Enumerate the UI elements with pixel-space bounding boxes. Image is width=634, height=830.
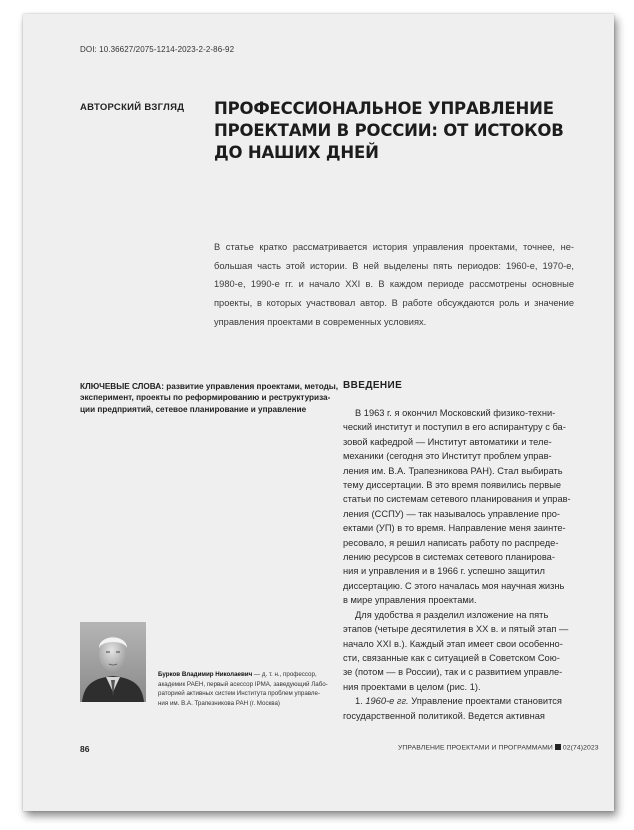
journal-name: УПРАВЛЕНИЕ ПРОЕКТАМИ И ПРОГРАММАМИ [398, 744, 553, 752]
title-line: ПРОЕКТАМИ В РОССИИ: ОТ ИСТОКОВ [214, 121, 564, 140]
body-text [343, 406, 583, 723]
body-line: сти, связанные как с ситуацией в Советском Сою- [343, 652, 560, 663]
abstract-line: проекты, в которых участвовал автор. В работе обсуждаются роль и значение [214, 298, 574, 309]
author-bio-line: ния им. В.А. Трапезникова РАН (г. Москва) [158, 699, 280, 707]
abstract-line: управления проектами в современных условиях. [214, 316, 427, 327]
body-line: в мире управления проектами. [343, 595, 477, 606]
body-line: зовой кафедрой — Институт автоматики и теле- [343, 436, 552, 447]
body-line: начало XXI в.). Каждый этап имеет свои особенно- [343, 638, 563, 649]
body-line: зе (потом — в России), так и с развитием управле- [343, 667, 563, 678]
author-bio-line [158, 670, 333, 680]
article-title [214, 98, 564, 164]
square-bullet-icon [555, 744, 561, 750]
abstract [214, 238, 574, 332]
body-line: ектами (УП) в то время. Направление меня заинте- [343, 523, 566, 534]
author-bio-line: раторией активных систем Института проблем управле- [158, 690, 321, 698]
body-line: лению ресурсов в системах сетевого планирова- [343, 552, 555, 563]
body-line: ресовало, я решил написать работу по распреде- [343, 537, 559, 548]
body-line: 1. 1960-е гг. Управление проектами становится [355, 696, 562, 707]
author-bio [158, 670, 333, 708]
doi-line: DOI: 10.36627/2075-1214-2023-2-2-86-92 [80, 45, 235, 54]
body-line: этапов (четыре десятилетия в XX в. и пятый этап — [343, 624, 569, 635]
keywords-line: ции предприятий, сетевое планирование и управление [80, 404, 307, 414]
page-number: 86 [80, 744, 90, 754]
body-line: диссертацию. С этого началась моя научная жизнь [343, 580, 565, 591]
journal-issue: 02(74)2023 [562, 744, 599, 752]
keywords [80, 381, 339, 415]
author-portrait-image [80, 622, 146, 702]
abstract-line: В статье кратко рассматривается история управления проектами, точнее, не- [214, 242, 574, 252]
keywords-line: КЛЮЧЕВЫЕ СЛОВА: развитие управления проектами, методы, [80, 382, 339, 391]
body-line: ния проектами в целом (рис. 1). [343, 681, 481, 692]
author-degree: — д. т. н., профессор, [252, 671, 317, 678]
keywords-line: эксперимент, проекты по реформированию и реструктуриза- [80, 393, 331, 403]
body-line: В 1963 г. я окончил Московский физико-техни- [355, 408, 556, 418]
section-label: АВТОРСКИЙ ВЗГЛЯД [80, 102, 185, 113]
body-line: статьи по системам сетевого планирования и управ- [343, 494, 571, 505]
abstract-line: 1980-е, 1990-е гг. и начало XXI в. В каждом периоде рассмотрены основные [214, 279, 574, 290]
journal-footer [398, 744, 599, 752]
title-line: ПРОФЕССИОНАЛЬНОЕ УПРАВЛЕНИЕ [214, 99, 554, 118]
title-line: ДО НАШИХ ДНЕЙ [214, 143, 379, 162]
body-line: механики (сегодня это Институт проблем управ- [343, 451, 552, 462]
intro-heading: ВВЕДЕНИЕ [343, 380, 403, 391]
author-name: Бурков Владимир Николаевич [158, 671, 253, 678]
body-line: ческий институт и поступил в его аспирантуру с ба- [343, 422, 566, 433]
body-line: государственной политикой. Ведется активная [343, 710, 545, 721]
abstract-line: большая часть этой истории. В ней выделены пять периодов: 1960-е, 1970-е, [214, 260, 574, 271]
body-line: ния и управления и в 1966 г. успешно защитил [343, 566, 545, 577]
author-bio-line: академик РАЕН, первый асессор IPMA, заведующий Лабо- [158, 680, 328, 688]
body-line: Для удобства я разделил изложение на пять [355, 609, 549, 620]
body-line: ления (ССПУ) — так называлось управление про- [343, 508, 561, 519]
period-label: 1960-е гг. [365, 696, 409, 707]
body-line: тему диссертации. В это время появились первые [343, 480, 562, 491]
body-line: ления им. В.А. Трапезникова РАН). Стал выбирать [343, 465, 563, 476]
author-photo [80, 622, 146, 702]
